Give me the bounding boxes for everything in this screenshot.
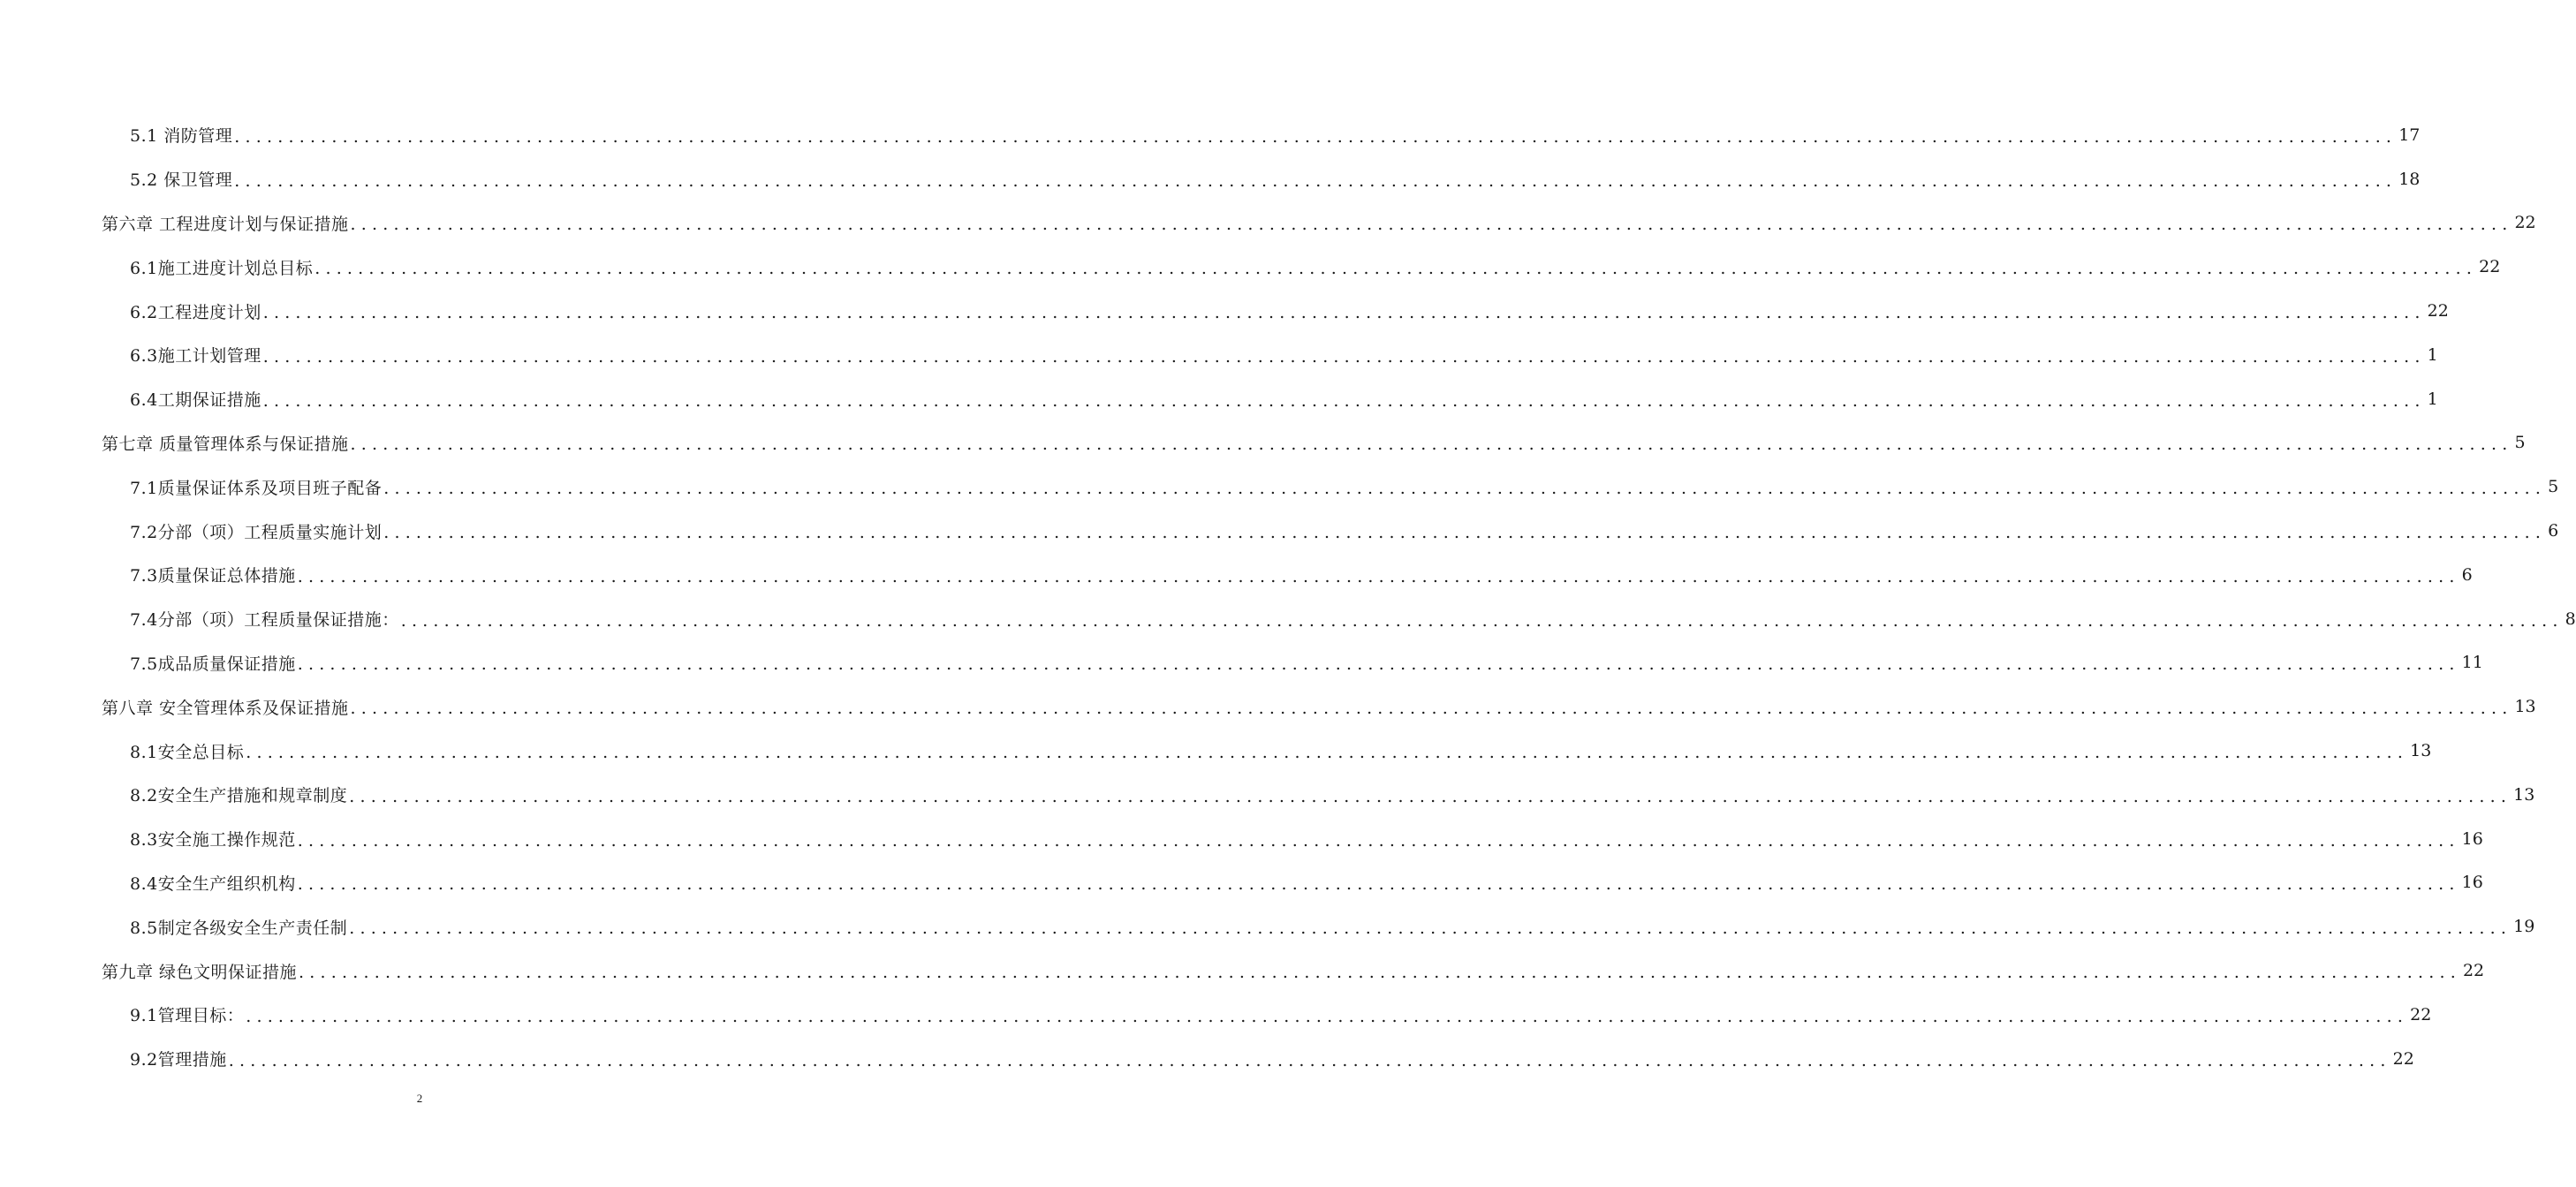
toc-entry-page: 6: [2461, 564, 2473, 585]
toc-chapter-entry[interactable]: [0, 421, 2526, 465]
toc-entry-title: 第六章 工程进度计划与保证措施: [102, 214, 349, 234]
toc-entry-page: 22: [2392, 1048, 2414, 1069]
toc-section-entry[interactable]: [0, 773, 2535, 817]
toc-entry-page: 13: [2514, 697, 2536, 717]
toc-entry-page: 22: [2462, 961, 2485, 981]
toc-dot-leader: ........................................................................................................................................................................................................: [314, 259, 2478, 279]
toc-entry-page: 5: [2548, 477, 2559, 497]
table-of-contents: [0, 113, 2576, 1081]
toc-entry-page: 1: [2427, 344, 2438, 365]
toc-section-entry[interactable]: [0, 553, 2473, 597]
toc-dot-leader: ........................................................................................................................................................................................................: [350, 215, 2513, 235]
page-number: 2: [416, 1092, 423, 1105]
toc-section-entry[interactable]: [0, 245, 2501, 289]
toc-dot-leader: ........................................................................................................................................................................................................: [234, 126, 2398, 147]
toc-entry-page: 5: [2514, 433, 2526, 453]
toc-entry-title: 第八章 安全管理体系及保证措施: [102, 698, 349, 718]
toc-entry-page: 16: [2461, 873, 2483, 893]
toc-entry-title: 8.3安全施工操作规范: [130, 830, 296, 851]
toc-section-entry[interactable]: [0, 509, 2559, 553]
toc-entry-page: 13: [2410, 741, 2432, 761]
toc-entry-page: 13: [2513, 784, 2535, 805]
toc-entry-title: 5.1 消防管理: [130, 126, 233, 147]
toc-entry-page: 6: [2548, 521, 2559, 541]
toc-entry-page: 19: [2513, 917, 2535, 937]
toc-dot-leader: ........................................................................................................................................................................................................: [383, 479, 2547, 499]
toc-entry-page: 17: [2398, 125, 2421, 145]
toc-dot-leader: ........................................................................................................................................................................................................: [349, 786, 2512, 806]
toc-entry-title: 9.1管理目标：: [130, 1006, 245, 1026]
toc-section-entry[interactable]: [0, 289, 2449, 333]
toc-entry-page: 22: [2479, 257, 2501, 277]
toc-dot-leader: ........................................................................................................................................................................................................: [297, 874, 2460, 895]
toc-section-entry[interactable]: [0, 597, 2576, 641]
toc-entry-title: 7.3质量保证总体措施: [130, 566, 296, 586]
toc-entry-title: 6.4工期保证措施: [130, 390, 261, 411]
toc-entry-title: 8.5制定各级安全生产责任制: [130, 918, 348, 938]
toc-dot-leader: ........................................................................................................................................................................................................: [350, 699, 2513, 719]
toc-entry-title: 7.5成品质量保证措施: [130, 654, 296, 674]
toc-section-entry[interactable]: [0, 333, 2438, 377]
toc-entry-page: 22: [2427, 301, 2449, 321]
toc-dot-leader: ........................................................................................................................................................................................................: [299, 963, 2461, 983]
toc-dot-leader: ........................................................................................................................................................................................................: [383, 523, 2547, 543]
toc-dot-leader: ........................................................................................................................................................................................................: [297, 830, 2460, 851]
toc-dot-leader: ........................................................................................................................................................................................................: [262, 390, 2426, 411]
toc-entry-title: 7.1质量保证体系及项目班子配备: [130, 478, 383, 498]
toc-dot-leader: ........................................................................................................................................................................................................: [297, 654, 2460, 675]
toc-entry-title: 6.2工程进度计划: [130, 302, 261, 322]
toc-entry-page: 11: [2461, 653, 2483, 673]
toc-section-entry[interactable]: [0, 377, 2438, 421]
toc-entry-title: 9.2管理措施: [130, 1050, 227, 1070]
toc-chapter-entry[interactable]: [0, 949, 2485, 993]
toc-chapter-entry[interactable]: [0, 201, 2536, 246]
toc-dot-leader: ........................................................................................................................................................................................................: [350, 435, 2513, 455]
toc-entry-title: 6.3施工计划管理: [130, 346, 261, 367]
toc-entry-title: 第七章 质量管理体系与保证措施: [102, 434, 349, 454]
toc-section-entry[interactable]: [0, 113, 2421, 157]
toc-entry-page: 8: [2565, 609, 2576, 629]
toc-dot-leader: ........................................................................................................................................................................................................: [234, 170, 2398, 191]
toc-entry-page: 16: [2461, 828, 2483, 849]
toc-dot-leader: ........................................................................................................................................................................................................: [262, 303, 2426, 323]
toc-entry-page: 18: [2398, 169, 2421, 189]
toc-entry-title: 8.2安全生产措施和规章制度: [130, 786, 348, 806]
toc-section-entry[interactable]: [0, 993, 2432, 1037]
toc-chapter-entry[interactable]: [0, 684, 2536, 729]
toc-entry-page: 22: [2410, 1004, 2432, 1024]
toc-section-entry[interactable]: [0, 904, 2535, 949]
toc-dot-leader: ........................................................................................................................................................................................................: [228, 1050, 2391, 1070]
toc-entry-title: 7.2分部（项）工程质量实施计划: [130, 522, 383, 542]
toc-entry-title: 7.4分部（项）工程质量保证措施：: [130, 610, 399, 631]
toc-entry-title: 6.1施工进度计划总目标: [130, 258, 314, 278]
toc-entry-title: 第九章 绿色文明保证措施: [102, 962, 298, 982]
toc-section-entry[interactable]: [0, 817, 2483, 861]
toc-entry-page: 1: [2427, 389, 2438, 409]
toc-section-entry[interactable]: [0, 861, 2483, 905]
toc-dot-leader: ........................................................................................................................................................................................................: [400, 610, 2564, 631]
toc-entry-title: 5.2 保卫管理: [130, 170, 233, 191]
toc-dot-leader: ........................................................................................................................................................................................................: [246, 1006, 2409, 1026]
toc-section-entry[interactable]: [0, 465, 2559, 509]
toc-dot-leader: ........................................................................................................................................................................................................: [349, 919, 2512, 939]
toc-dot-leader: ........................................................................................................................................................................................................: [297, 566, 2460, 586]
toc-entry-page: 22: [2514, 213, 2536, 233]
toc-section-entry[interactable]: [0, 1037, 2414, 1081]
toc-dot-leader: ........................................................................................................................................................................................................: [246, 743, 2409, 763]
toc-section-entry[interactable]: [0, 641, 2483, 685]
toc-dot-leader: ........................................................................................................................................................................................................: [262, 346, 2426, 367]
toc-entry-title: 8.4安全生产组织机构: [130, 873, 296, 894]
toc-section-entry[interactable]: [0, 157, 2421, 201]
toc-entry-title: 8.1安全总目标: [130, 742, 245, 762]
toc-section-entry[interactable]: [0, 729, 2432, 773]
